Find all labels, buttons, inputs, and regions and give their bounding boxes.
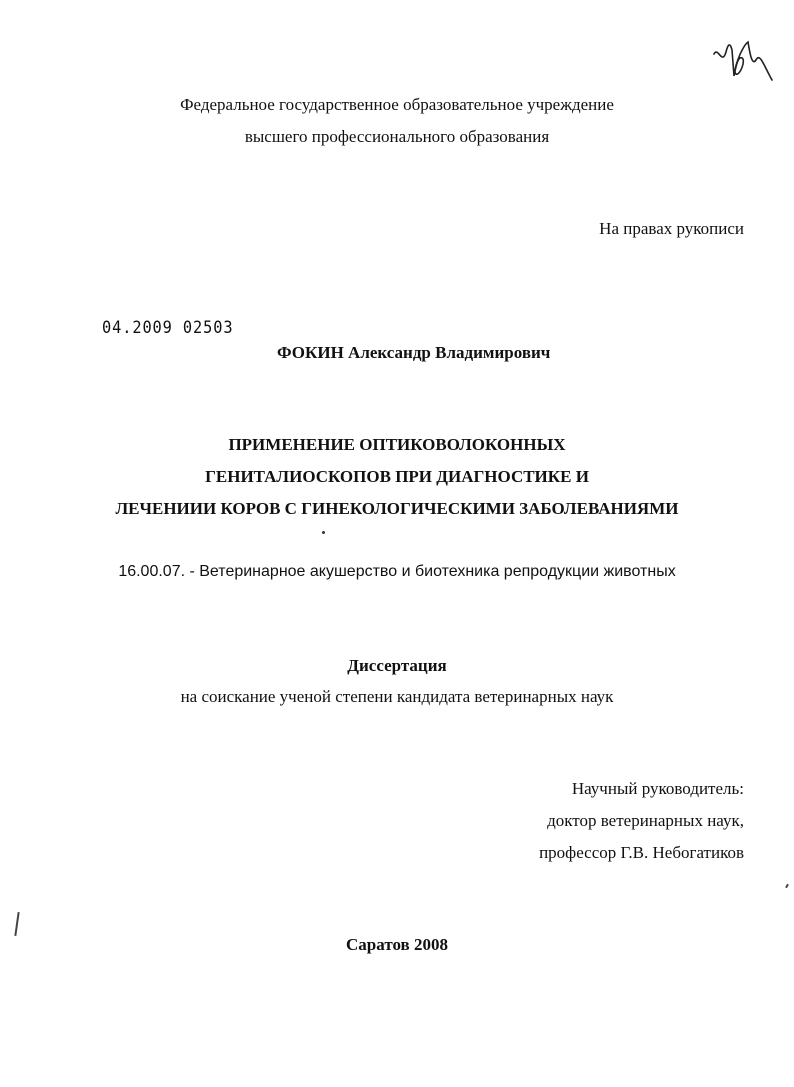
city-year: Саратов 2008: [346, 935, 448, 954]
archive-stamp: 04.2009 02503: [102, 318, 234, 338]
supervisor-degree: доктор ветеринарных наук,: [547, 811, 744, 830]
author-name: ФОКИН Александр Владимирович: [277, 343, 551, 362]
scan-speck: [322, 531, 325, 534]
scan-mark-right: [785, 884, 789, 888]
title-line-2: ГЕНИТАЛИОСКОПОВ ПРИ ДИАГНОСТИКЕ И: [205, 467, 589, 486]
degree-sought: на соискание ученой степени кандидата ветеринарных наук: [180, 687, 614, 706]
signature-mark: [712, 36, 774, 86]
specialty-code: 16.00.07. - Ветеринарное акушерство и биотехника репродукции животных: [118, 563, 676, 580]
title-line-3: ЛЕЧЕНИИИ КОРОВ С ГИНЕКОЛОГИЧЕСКИМИ ЗАБОЛЕВАНИЯМИ: [115, 499, 679, 518]
institution-line-2: высшего профессионального образования: [244, 127, 550, 146]
title-line-1: ПРИМЕНЕНИЕ ОПТИКОВОЛОКОННЫХ: [228, 435, 566, 454]
supervisor-name: профессор Г.В. Небогатиков: [539, 843, 744, 862]
dissertation-label: Диссертация: [347, 656, 447, 675]
institution-line-1: Федеральное государственное образовательное учреждение: [180, 95, 614, 114]
manuscript-rights-label: На правах рукописи: [599, 219, 744, 238]
scan-mark-left: [14, 912, 19, 936]
supervisor-label: Научный руководитель:: [571, 779, 744, 798]
